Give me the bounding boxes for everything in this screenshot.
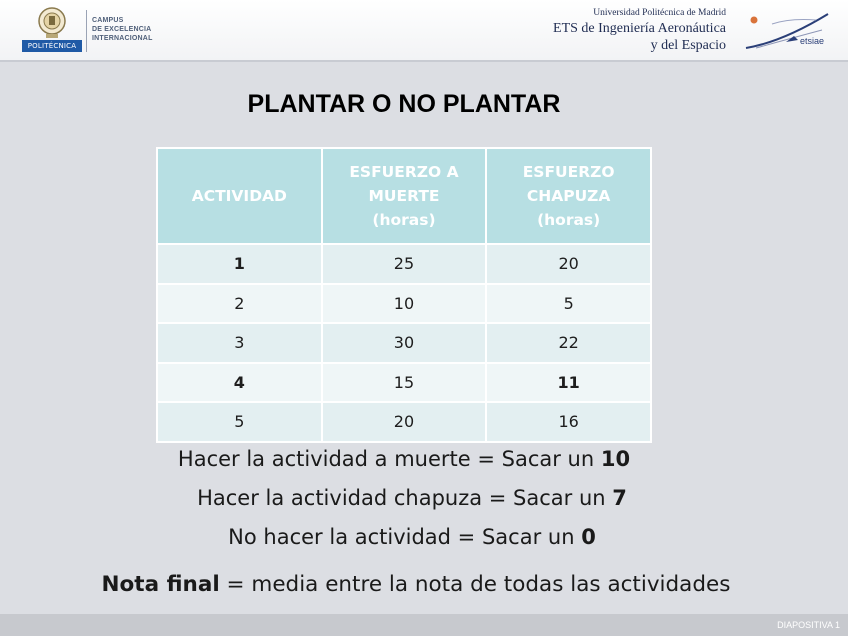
header-line: (horas) [537,211,601,229]
header-line: ESFUERZO [522,163,615,181]
table-cell: 11 [486,363,651,403]
rule-line-muerte [0,447,808,471]
rule-text: Hacer la actividad chapuza = Sacar un [197,486,613,510]
note-text: = media entre la nota de todas las actividades [219,572,731,597]
table-cell: 10 [322,284,487,324]
rule-text: No hacer la actividad = Sacar un [228,525,582,549]
campus-line: CAMPUS [92,17,124,24]
table-row [157,402,651,442]
table-header-row [157,148,651,244]
slide-header [0,0,848,62]
header-line: CHAPUZA [526,187,611,205]
header-divider [86,10,87,52]
table-row [157,244,651,284]
table-cell: 3 [157,323,322,363]
table-cell: 5 [157,402,322,442]
activity-table [156,147,652,443]
table-cell: 20 [486,244,651,284]
header-line: ESFUERZO A [349,163,459,181]
table-cell: 15 [322,363,487,403]
table-cell: 30 [322,323,487,363]
column-header-esfuerzo-chapuza [486,148,651,244]
header-line: ACTIVIDAD [191,187,287,205]
school-name-line: ETS de Ingeniería Aeronáutica [553,21,726,36]
column-header-esfuerzo-muerte [322,148,487,244]
table-cell: 16 [486,402,651,442]
column-header-actividad [157,148,322,244]
table-cell: 25 [322,244,487,284]
header-line: MUERTE [368,187,440,205]
final-grade-note [0,572,832,597]
upm-crest-icon [36,6,68,40]
table-row [157,323,651,363]
table-cell: 2 [157,284,322,324]
rule-line-no-hacer [8,525,816,549]
upm-wordmark: POLITÉCNICA [22,40,82,52]
table-cell: 1 [157,244,322,284]
school-name [553,7,726,54]
rule-score: 0 [581,525,596,549]
header-line: (horas) [372,211,436,229]
campus-line: DE EXCELENCIA [92,26,152,33]
school-name-line: y del Espacio [650,38,726,53]
table-cell: 20 [322,402,487,442]
table-cell: 4 [157,363,322,403]
university-name: Universidad Politécnica de Madrid [593,8,726,18]
campus-label [92,16,182,43]
rule-score: 10 [600,447,631,471]
slide-footer [0,614,848,636]
table-cell: 5 [486,284,651,324]
slide-number-label: DIAPOSITIVA 1 [777,620,840,630]
rule-text: Hacer la actividad a muerte = Sacar un [177,447,601,471]
rule-score: 7 [612,486,627,510]
table-row [157,284,651,324]
rule-line-chapuza [8,486,816,510]
etsiae-label: etsiae [800,36,825,46]
table-row [157,363,651,403]
etsiae-logo-icon [742,8,832,54]
table-cell: 22 [486,323,651,363]
campus-line: INTERNACIONAL [92,35,153,42]
note-label: Nota final [101,572,220,597]
upm-logo [22,6,82,54]
slide-title: PLANTAR O NO PLANTAR [247,90,561,118]
